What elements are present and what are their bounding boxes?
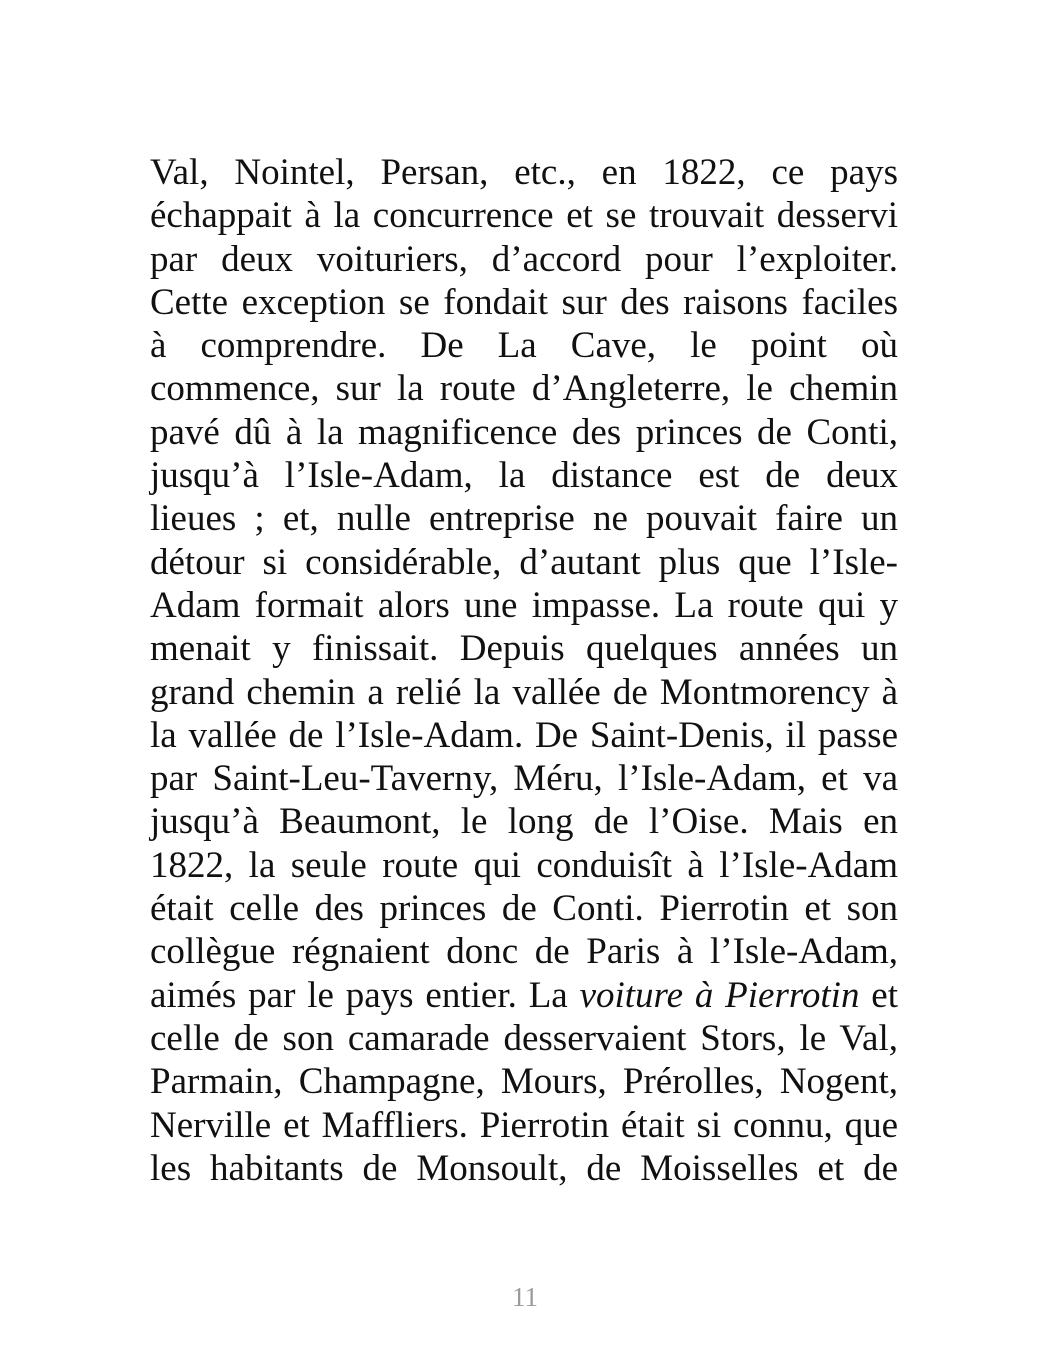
text-line-17: 1822, la seule route qui conduisît à l’Isle-Adam <box>150 844 898 886</box>
text-line-3: par deux voituriers, d’accord pour l’exploiter. <box>150 238 898 280</box>
text-line-22: Parmain, Champagne, Mours, Prérolles, Nogent, <box>150 1061 898 1103</box>
text-line-21: celle de son camarade desservaient Stors, le Val, <box>150 1017 898 1059</box>
text-line-7: pavé dû à la magnificence des princes de Conti, <box>150 411 898 453</box>
page-number: 11 <box>512 1282 538 1312</box>
text-line-2: échappait à la concurrence et se trouvait desservi <box>150 195 898 237</box>
text-line-24: les habitants de Monsoult, de Moisselles et de <box>150 1147 898 1189</box>
text-line-6: commence, sur la route d’Angleterre, le chemin <box>150 368 898 410</box>
text-line-12: menait y finissait. Depuis quelques années un <box>150 628 898 670</box>
text-line-5: à comprendre. De La Cave, le point où <box>150 325 898 367</box>
body-text <box>150 151 898 1190</box>
text-line-15: par Saint-Leu-Taverny, Méru, l’Isle-Adam, et va <box>150 758 898 800</box>
text-line-18: était celle des princes de Conti. Pierrotin et son <box>150 888 898 930</box>
text-line-1: Val, Nointel, Persan, etc., en 1822, ce pays <box>150 152 898 193</box>
italic-title: voiture à Pierrotin <box>579 974 860 1016</box>
text-line-8: jusqu’à l’Isle-Adam, la distance est de deux <box>150 455 898 497</box>
text-line-13: grand chemin a relié la vallée de Montmorency à <box>150 671 898 713</box>
text-line-19: collègue régnaient donc de Paris à l’Isle-Adam, <box>150 931 898 973</box>
text-line-9: lieues ; et, nulle entreprise ne pouvait faire un <box>150 498 898 540</box>
text-line-11: Adam formait alors une impasse. La route qui y <box>150 584 898 626</box>
text-line-20-end: et <box>859 974 899 1016</box>
text-line-23: Nerville et Maffliers. Pierrotin était si connu, que <box>150 1104 898 1146</box>
text-line-20 <box>150 974 898 1017</box>
text-line-10: détour si considérable, d’autant plus que l’Isle- <box>150 541 898 583</box>
text-line-20-start: aimés par le pays entier. La <box>150 974 580 1016</box>
text-line-14: la vallée de l’Isle-Adam. De Saint-Denis, il passe <box>150 714 898 756</box>
text-line-4: Cette exception se fondait sur des raisons faciles <box>150 281 898 323</box>
text-line-16: jusqu’à Beaumont, le long de l’Oise. Mais en <box>150 801 898 843</box>
